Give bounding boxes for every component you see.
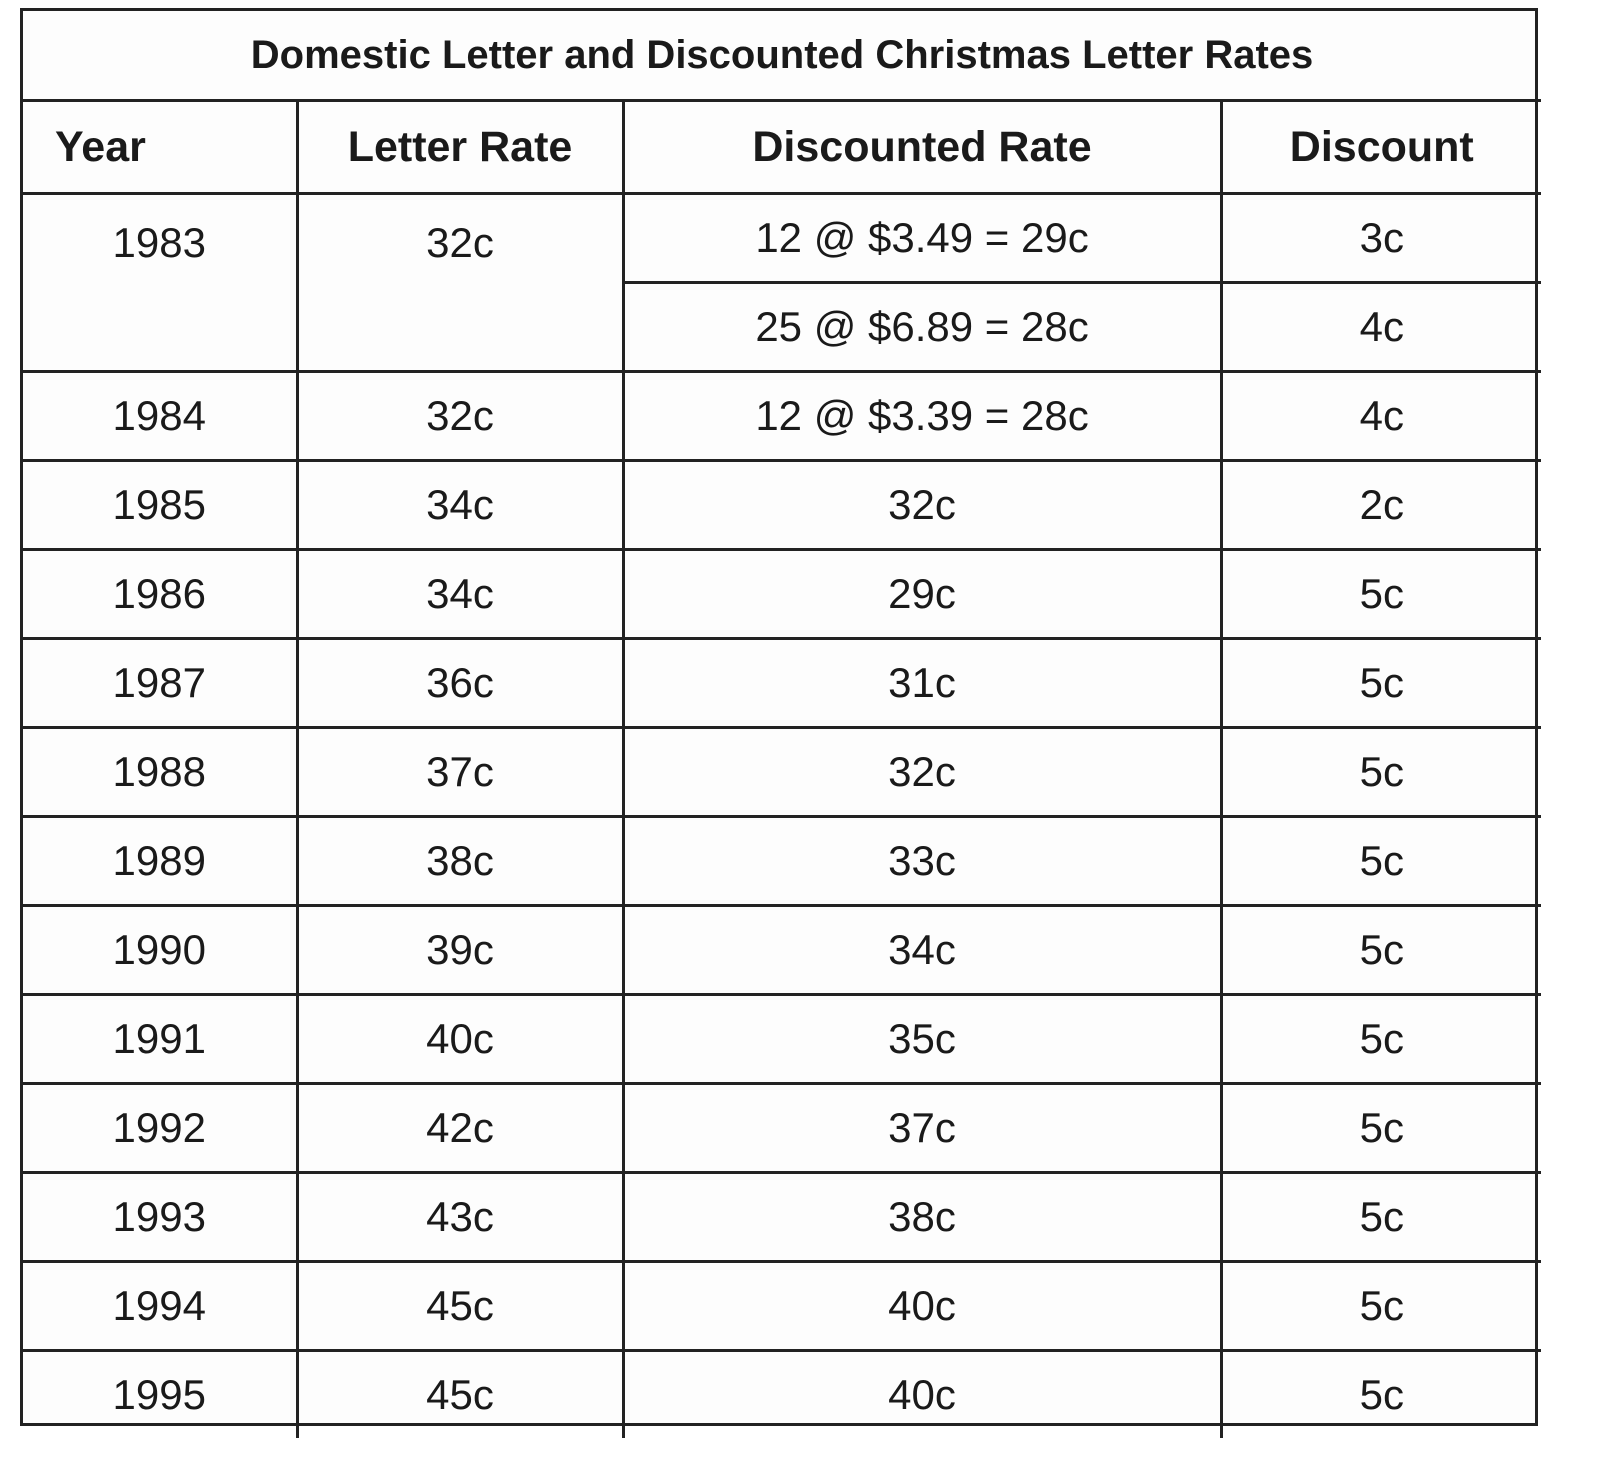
- discount-cell: 5c: [1221, 995, 1541, 1084]
- letter-rate-cell: 45c: [297, 1351, 623, 1439]
- letter-rate-cell: 45c: [297, 1262, 623, 1351]
- year-cell: 1985: [23, 461, 297, 550]
- discount-cell: 3c: [1221, 194, 1541, 283]
- letter-rate-cell: 40c: [297, 995, 623, 1084]
- year-cell: 1986: [23, 550, 297, 639]
- discounted-rate-cell: 33c: [623, 817, 1221, 906]
- rates-table-sheet: [20, 8, 1538, 1426]
- year-cell: 1995: [23, 1351, 297, 1439]
- year-cell: 1989: [23, 817, 297, 906]
- discounted-rate-cell: 38c: [623, 1173, 1221, 1262]
- discount-cell: 5c: [1221, 1084, 1541, 1173]
- discounted-rate-cell: 32c: [623, 461, 1221, 550]
- letter-rate-cell: 39c: [297, 906, 623, 995]
- header-letter-rate: Letter Rate: [297, 101, 623, 194]
- discount-cell: 5c: [1221, 906, 1541, 995]
- letter-rate-cell: 32c: [297, 194, 623, 372]
- table-title: Domestic Letter and Discounted Christmas Letter Rates: [23, 11, 1541, 101]
- table-row: [23, 728, 1541, 817]
- letter-rate-cell: 38c: [297, 817, 623, 906]
- table-row: [23, 1262, 1541, 1351]
- table-row: [23, 1351, 1541, 1439]
- table-row: [23, 1084, 1541, 1173]
- table-row: [23, 995, 1541, 1084]
- header-year: Year: [23, 101, 297, 194]
- discounted-rate-cell: 40c: [623, 1262, 1221, 1351]
- letter-rate-cell: 36c: [297, 639, 623, 728]
- table-row: [23, 1173, 1541, 1262]
- discounted-rate-cell: 29c: [623, 550, 1221, 639]
- header-row: [23, 101, 1541, 194]
- discounted-rate-cell: 12 @ $3.49 = 29c: [623, 194, 1221, 283]
- discounted-rate-cell: 25 @ $6.89 = 28c: [623, 283, 1221, 372]
- table-row: [23, 817, 1541, 906]
- table-row: [23, 461, 1541, 550]
- discounted-rate-cell: 40c: [623, 1351, 1221, 1439]
- discount-cell: 5c: [1221, 550, 1541, 639]
- table-row: [23, 372, 1541, 461]
- year-cell: 1993: [23, 1173, 297, 1262]
- letter-rate-cell: 42c: [297, 1084, 623, 1173]
- discount-cell: 5c: [1221, 817, 1541, 906]
- discounted-rate-cell: 35c: [623, 995, 1221, 1084]
- title-row: [23, 11, 1541, 101]
- letter-rate-cell: 34c: [297, 461, 623, 550]
- year-cell: 1987: [23, 639, 297, 728]
- table-row: [23, 639, 1541, 728]
- discounted-rate-cell: 32c: [623, 728, 1221, 817]
- header-discount: Discount: [1221, 101, 1541, 194]
- discounted-rate-cell: 31c: [623, 639, 1221, 728]
- discounted-rate-cell: 34c: [623, 906, 1221, 995]
- header-discounted-rate: Discounted Rate: [623, 101, 1221, 194]
- table-row: [23, 906, 1541, 995]
- year-cell: 1992: [23, 1084, 297, 1173]
- discount-cell: 5c: [1221, 1351, 1541, 1439]
- discount-cell: 2c: [1221, 461, 1541, 550]
- discounted-rate-cell: 37c: [623, 1084, 1221, 1173]
- discount-cell: 4c: [1221, 372, 1541, 461]
- letter-rate-cell: 34c: [297, 550, 623, 639]
- year-cell: 1983: [23, 194, 297, 372]
- year-cell: 1994: [23, 1262, 297, 1351]
- rates-table: [23, 11, 1541, 1438]
- letter-rate-cell: 43c: [297, 1173, 623, 1262]
- letter-rate-cell: 32c: [297, 372, 623, 461]
- discount-cell: 5c: [1221, 639, 1541, 728]
- year-cell: 1991: [23, 995, 297, 1084]
- discount-cell: 5c: [1221, 728, 1541, 817]
- table-row: [23, 194, 1541, 283]
- discount-cell: 5c: [1221, 1262, 1541, 1351]
- table-row: [23, 550, 1541, 639]
- letter-rate-cell: 37c: [297, 728, 623, 817]
- discounted-rate-cell: 12 @ $3.39 = 28c: [623, 372, 1221, 461]
- discount-cell: 4c: [1221, 283, 1541, 372]
- year-cell: 1988: [23, 728, 297, 817]
- discount-cell: 5c: [1221, 1173, 1541, 1262]
- year-cell: 1984: [23, 372, 297, 461]
- year-cell: 1990: [23, 906, 297, 995]
